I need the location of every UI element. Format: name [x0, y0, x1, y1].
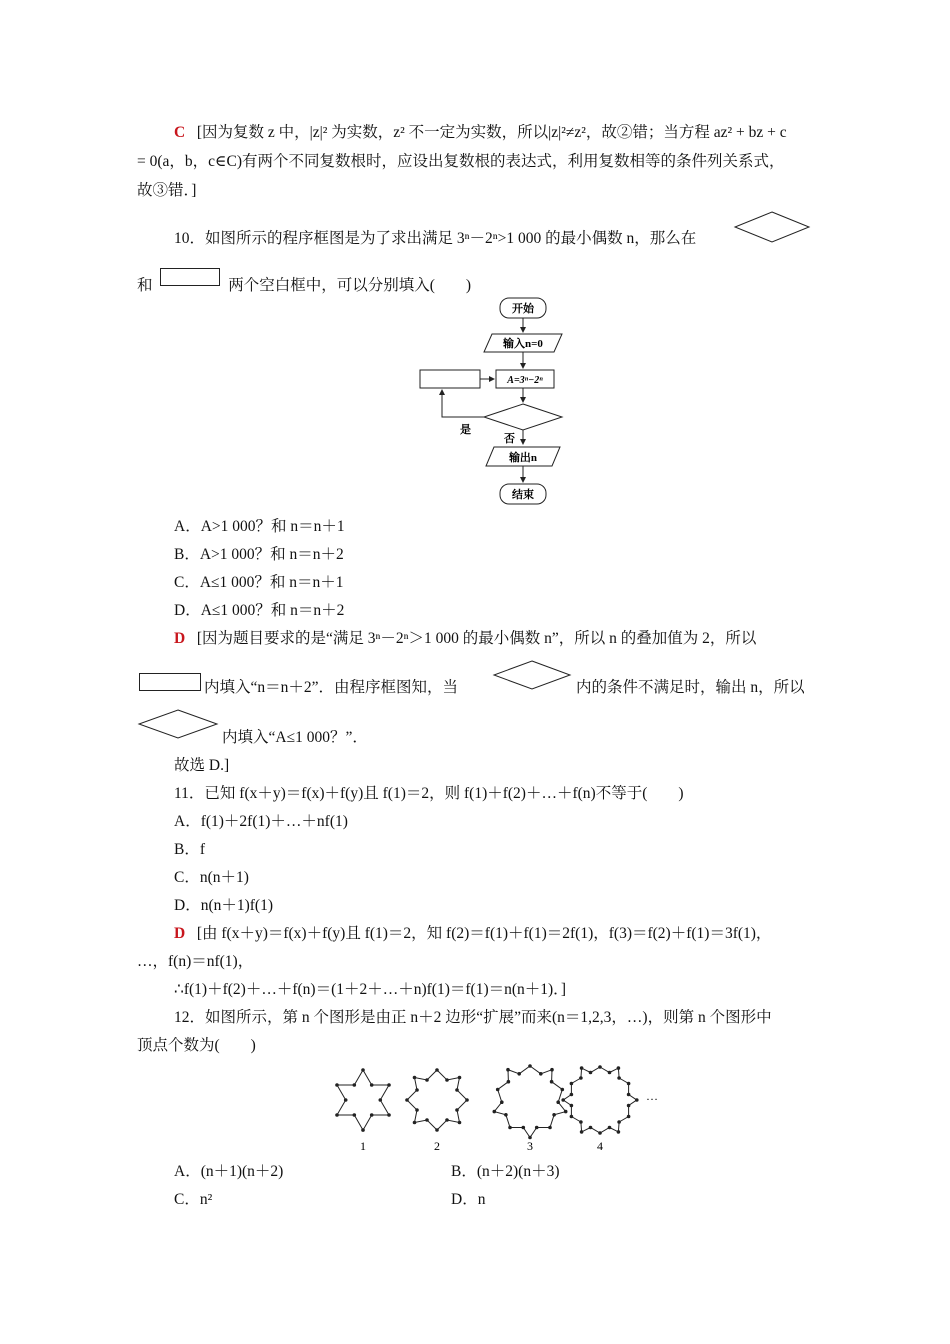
answer-rectangle-icon — [139, 673, 201, 691]
rectangle-blank-icon — [160, 268, 220, 286]
figure-label-4: 4 — [597, 1139, 603, 1153]
figure-3-shape-vertex — [500, 1100, 504, 1104]
figure-3-shape — [494, 1066, 565, 1138]
figure-4-shape-vertex — [570, 1115, 574, 1119]
figure-3-shape-vertex — [508, 1126, 512, 1130]
figure-2-shape-vertex — [458, 1076, 462, 1080]
figure-3-shape-vertex — [548, 1126, 552, 1130]
q10-answer-line4: 故选 D.] — [174, 757, 230, 774]
q10-answer-line2a: 内填入“n＝n＋2”．由程序框图知，当 — [204, 679, 459, 696]
flow-start-text: 开始 — [512, 303, 534, 315]
figure-3-shape-vertex — [522, 1126, 526, 1130]
figure-2-shape-vertex — [405, 1098, 409, 1102]
figure-4-shape-vertex — [570, 1093, 574, 1097]
q10-answer-letter: D — [174, 630, 186, 647]
q10-option-a: A．A>1 000？和 n＝n＋1 — [174, 518, 345, 535]
flow-decision-node — [484, 404, 562, 430]
q11-option-c: C．n(n＋1) — [174, 869, 249, 886]
figure-1-shape-vertex — [335, 1113, 339, 1117]
figure-4-shape-vertex — [617, 1066, 621, 1070]
figure-2-shape-vertex — [425, 1078, 429, 1082]
figure-1-shape-vertex — [335, 1083, 339, 1087]
flowchart — [410, 292, 580, 510]
figure-2-shape-vertex — [413, 1121, 417, 1125]
figure-2-shape-vertex — [445, 1118, 449, 1122]
figure-3-shape-vertex — [504, 1113, 508, 1117]
figure-ellipsis: … — [646, 1089, 658, 1103]
figure-3-shape-vertex — [535, 1126, 539, 1130]
figure-4-shape-vertex — [635, 1098, 639, 1102]
q11-option-a: A．f(1)＋2f(1)＋…＋nf(1) — [174, 813, 348, 830]
figure-2-shape-vertex — [465, 1098, 469, 1102]
figure-4-shape-vertex — [589, 1126, 593, 1130]
q11-answer-letter: D — [174, 925, 186, 942]
flow-output-text: 输出n — [508, 452, 538, 464]
figure-4-shape-vertex — [561, 1098, 565, 1102]
q11-answer-line3: ∴f(1)＋f(2)＋…＋f(n)＝(1＋2＋…＋n)f(1)＝f(1)＝n(n＋1)．] — [174, 981, 567, 998]
figure-1-shape-vertex — [387, 1113, 391, 1117]
figure-label-2: 2 — [434, 1139, 440, 1153]
figure-4-shape-vertex — [570, 1082, 574, 1086]
answer-diamond-icon — [492, 659, 572, 691]
flow-blank-rect — [420, 370, 480, 388]
figure-2-shape-vertex — [435, 1128, 439, 1132]
figure-2-shape-vertex — [458, 1121, 462, 1125]
figure-label-1: 1 — [360, 1139, 366, 1153]
figure-2-shape-vertex — [415, 1108, 419, 1112]
figure-4-shape-vertex — [627, 1093, 631, 1097]
q10-stem-and: 和 — [137, 277, 153, 294]
flow-yes-label: 是 — [460, 424, 471, 436]
figure-3-shape-vertex — [550, 1068, 554, 1072]
flow-input-text: 输入n=0 — [503, 338, 543, 350]
figure-1-shape-vertex — [387, 1083, 391, 1087]
q10-answer-line2b: 内的条件不满足时，输出 n，所以 — [576, 679, 805, 696]
q12-figures — [330, 1062, 670, 1154]
flow-no-label: 否 — [504, 433, 515, 445]
q10-option-d: D．A≤1 000？和 n＝n＋2 — [174, 602, 345, 619]
q9-answer-line3: 故③错．] — [137, 182, 197, 199]
figure-4-shape-vertex — [598, 1065, 602, 1069]
figure-3-shape-vertex — [552, 1113, 556, 1117]
q10-answer-line3: 内填入“A≤1 000？”． — [222, 729, 368, 746]
flow-end-text: 结束 — [512, 489, 534, 501]
q12-option-c: C．n² — [174, 1191, 213, 1208]
figure-2-shape-vertex — [413, 1076, 417, 1080]
q11-answer-text1: [由 f(x＋y)＝f(x)＋f(y)且 f(1)＝2，知 f(2)＝f(1)＋f(1)＝2f(1)，f(3)＝f(2)＋f(1)＝3f(1)， — [196, 925, 772, 942]
q12-stem-line1: 12．如图所示，第 n 个图形是由正 n＋2 边形“扩展”而来(n＝1,2,3，…)，则第 n 个图形中 — [174, 1009, 772, 1026]
q9-answer-text1: [因为复数 z 中，|z|² 为实数，z² 不一定为实数，所以|z|²≠z²，故②错；当方程 az² + bz + c — [196, 124, 787, 141]
figure-4-shape-vertex — [608, 1071, 612, 1075]
q10-answer-text1: [因为题目要求的是“满足 3ⁿ－2ⁿ＞1 000 的最小偶数 n”，所以 n 的叠加值为 2，所以 — [196, 630, 757, 647]
figure-1-shape-vertex — [353, 1113, 357, 1117]
figure-3-shape-vertex — [528, 1064, 532, 1068]
flow-assign-text: A=3ⁿ−2ⁿ — [507, 375, 543, 386]
figure-3-shape-vertex — [528, 1136, 532, 1140]
figure-3-shape-vertex — [507, 1080, 511, 1084]
figure-3-shape-vertex — [539, 1072, 543, 1076]
figure-3-shape-vertex — [550, 1080, 554, 1084]
q10-stem-line1: 10．如图所示的程序框图是为了求出满足 3ⁿ－2ⁿ>1 000 的最小偶数 n，那么在 — [174, 230, 697, 247]
q10-answer-line1 — [174, 629, 756, 649]
figure-4-shape-vertex — [627, 1082, 631, 1086]
q12-option-a: A．(n＋1)(n＋2) — [174, 1163, 284, 1180]
figure-4-shape-vertex — [579, 1120, 583, 1124]
figure-3-shape-vertex — [517, 1072, 521, 1076]
figure-1-shape-vertex — [353, 1083, 357, 1087]
answer-diamond-icon-2 — [137, 708, 219, 740]
figure-1-shape-vertex — [370, 1083, 374, 1087]
figure-4-shape-vertex — [580, 1130, 584, 1134]
q9-answer-line2: = 0(a，b，c∈C)有两个不同复数根时，应设出复数根的表达式，利用复数相等的条件列关系式， — [137, 153, 785, 170]
figure-1-shape-vertex — [361, 1128, 365, 1132]
figure-4-shape-vertex — [570, 1104, 574, 1108]
q10-option-b: B．A>1 000？和 n＝n＋2 — [174, 546, 344, 563]
figure-3-shape-vertex — [493, 1110, 497, 1114]
figure-4-shape-vertex — [617, 1120, 621, 1124]
q12-option-b: B．(n＋2)(n＋3) — [451, 1163, 560, 1180]
q11-option-b: B．f — [174, 841, 206, 858]
q10-stem-rest: 两个空白框中，可以分别填入( ) — [228, 277, 472, 294]
figure-3-shape-vertex — [496, 1088, 500, 1092]
q11-option-d: D．n(n＋1)f(1) — [174, 897, 274, 914]
q11-answer-line2: …，f(n)＝nf(1)， — [137, 953, 254, 970]
figure-4-shape — [563, 1067, 637, 1133]
figure-4-shape-vertex — [589, 1071, 593, 1075]
q11-answer-line1 — [174, 924, 771, 944]
figure-1-shape-vertex — [379, 1098, 383, 1102]
q9-answer-letter: C — [174, 124, 186, 141]
q12-stem-line2: 顶点个数为( ) — [137, 1037, 256, 1054]
figure-label-3: 3 — [527, 1139, 533, 1153]
figure-4-shape-vertex — [617, 1076, 621, 1080]
figure-3-shape-vertex — [556, 1100, 560, 1104]
q10-option-c: C．A≤1 000？和 n＝n＋1 — [174, 574, 344, 591]
figure-2-shape-vertex — [435, 1068, 439, 1072]
figure-3-shape-vertex — [506, 1068, 510, 1072]
figure-4-shape-vertex — [580, 1066, 584, 1070]
figure-3-shape-vertex — [564, 1110, 568, 1114]
q9-answer-line1 — [174, 123, 787, 143]
figure-1-shape-vertex — [344, 1098, 348, 1102]
figure-2-shape-vertex — [445, 1078, 449, 1082]
figure-2-shape-vertex — [415, 1088, 419, 1092]
diamond-blank-icon — [733, 210, 811, 244]
figure-2-shape-vertex — [425, 1118, 429, 1122]
figure-1-shape-vertex — [361, 1068, 365, 1072]
figure-4-shape-vertex — [617, 1130, 621, 1134]
figure-2-shape — [407, 1070, 467, 1130]
figure-1-shape-vertex — [370, 1113, 374, 1117]
figure-4-shape-vertex — [608, 1126, 612, 1130]
figure-4-shape-vertex — [627, 1115, 631, 1119]
q12-option-d: D．n — [451, 1191, 486, 1208]
figure-4-shape-vertex — [598, 1131, 602, 1135]
figure-3-shape-vertex — [561, 1088, 565, 1092]
figure-2-shape-vertex — [455, 1088, 459, 1092]
figure-2-shape-vertex — [455, 1108, 459, 1112]
figure-4-shape-vertex — [627, 1104, 631, 1108]
figure-4-shape-vertex — [579, 1076, 583, 1080]
q11-stem: 11．已知 f(x＋y)＝f(x)＋f(y)且 f(1)＝2，则 f(1)＋f(2)＋…＋f(n)不等于( ) — [174, 785, 684, 802]
